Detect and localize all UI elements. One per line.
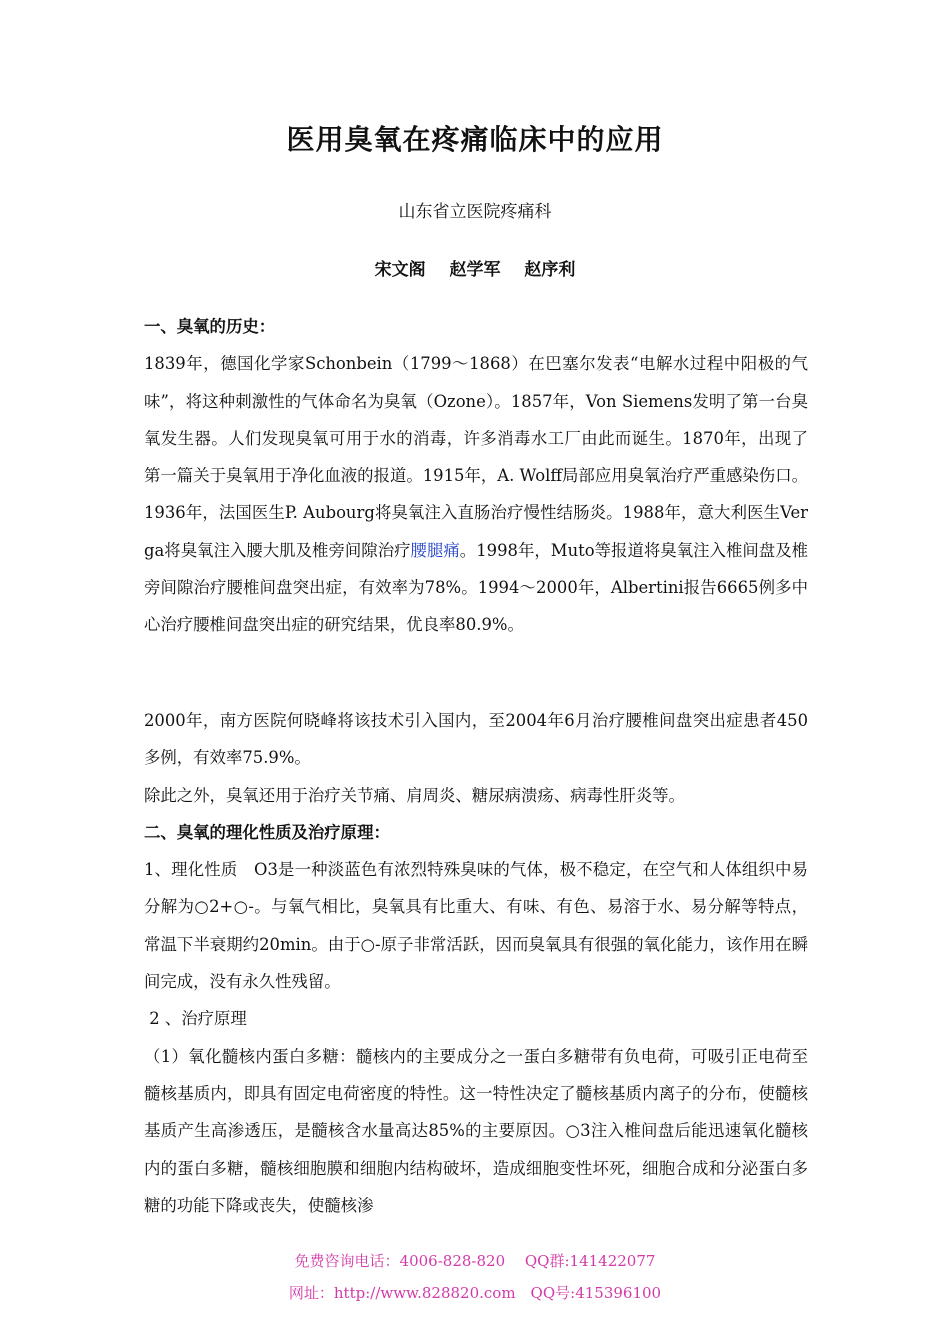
- keyword-link[interactable]: 腰腿痛: [410, 540, 460, 560]
- document-title: 医用臭氧在疼痛临床中的应用: [286, 123, 664, 156]
- footer-website-line: 网址：http://www.828820.com QQ号:415396100: [288, 1284, 662, 1302]
- section-1: [144, 308, 808, 644]
- section-1-heading: 一、臭氧的历史：: [144, 317, 276, 336]
- affiliation: 山东省立医院疼痛科: [398, 202, 552, 222]
- author-list: [0, 255, 950, 280]
- paragraph-text: 1839年，德国化学家Schonbein（1799～1868）在巴塞尔发表“电解水过程中阳极的气味”，将这种刺激性的气体命名为臭氧（Ozone）。1857年，Von Siemens发明了第一台臭氧发生器。人们发现臭氧可用于水的消毒，许多消毒水工厂由此而诞生。1870年，出现了第一篇关于臭氧用于净化血液的报道。1915年，A. Wolff局部应用臭氧治疗严重感染伤口。1936年，法国医生P. Aubourg将臭氧注入直肠治疗慢性结肠炎。1988年，意大利医生Verga将臭氧注入腰大肌及椎旁间隙治疗: [144, 354, 808, 560]
- section-1-paragraph-3: 除此之外，臭氧还用于治疗关节痛、肩周炎、糖尿病溃疡、病毒性肝炎等。: [144, 785, 685, 805]
- section-2-paragraph-1: 1、理化性质 O3是一种淡蓝色有浓烈特殊臭味的气体，极不稳定，在空气和人体组织中易分解为○2+○-。与氧气相比，臭氧具有比重大、有味、有色、易溶于水、易分解等特点，常温下半衰期约20min。由于○-原子非常活跃，因而臭氧具有很强的氧化能力，该作用在瞬间完成，没有永久性残留。: [144, 860, 808, 992]
- author-1: 宋文阁: [374, 260, 426, 280]
- author-2: 赵学军: [449, 260, 501, 280]
- paragraph-text: 。1998年，Muto等报道将臭氧注入椎间盘及椎旁间隙治疗腰椎间盘突出症，有效率为78%。1994～2000年，Albertini报告6665例多中心治疗腰椎间盘突出症的研究结果，优良率80.9%。: [144, 540, 808, 635]
- section-1-continued: [144, 702, 808, 1224]
- section-2-paragraph-2: （1）氧化髓核内蛋白多糖：髓核内的主要成分之一蛋白多糖带有负电荷，可吸引正电荷至髓核基质内，即具有固定电荷密度的特性。这一特性决定了髓核基质内离子的分布，使髓核基质产生高渗透压，是髓核含水量高达85%的主要原因。○3注入椎间盘后能迅速氧化髓核内的蛋白多糖，髓核细胞膜和细胞内结构破坏，造成细胞变性坏死，细胞合成和分泌蛋白多糖的功能下降或丧失，使髓核渗: [144, 1046, 808, 1215]
- author-3: 赵序利: [524, 260, 576, 280]
- section-1-paragraph-1: [144, 345, 808, 643]
- section-2-heading: 二、臭氧的理化性质及治疗原理：: [144, 822, 390, 842]
- section-1-paragraph-2: 2000年，南方医院何晓峰将该技术引入国内，至2004年6月治疗腰椎间盘突出症患者450多例，有效率75.9%。: [144, 711, 808, 768]
- section-2-subheading: 2 、治疗原理: [144, 1009, 247, 1029]
- footer-contact-line: 免费咨询电话：4006-828-820 QQ群:141422077: [294, 1252, 656, 1270]
